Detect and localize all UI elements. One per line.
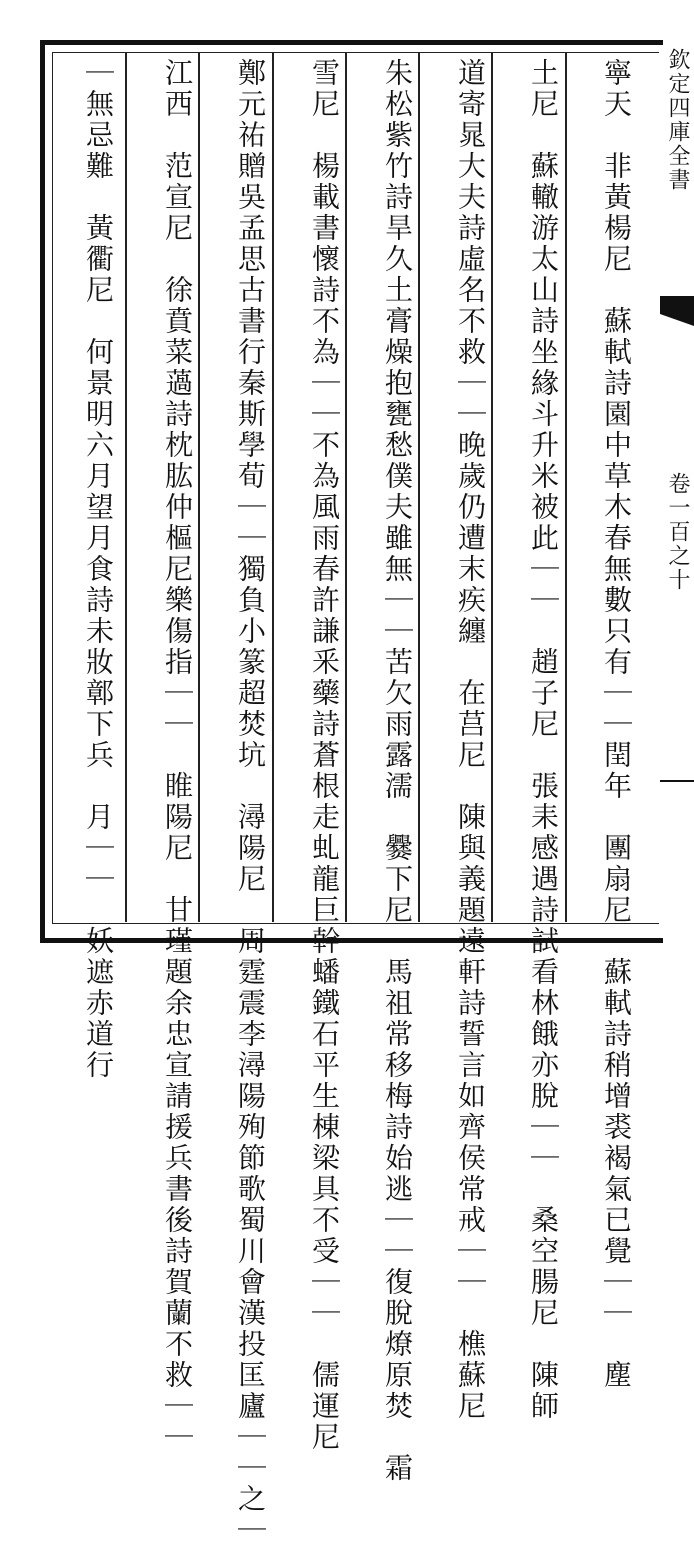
text-column-1: 寧天 非黃楊尼 蘇軾詩園中草木春無數只有｜｜閏年 團扇尼 蘇軾詩稍增裘褐氣已覺｜｜ 塵: [600, 58, 633, 1391]
text-column-7: 江西 范宣尼 徐賁菜薖詩枕肱仲樞尼樂傷指｜｜ 睢陽尼 甘瑾題余忠宣請援兵書後詩賀蘭不救｜｜: [161, 58, 194, 1453]
text-column-8: ｜無忌難 黃衢尼 何景明六月望月食詩未妝鄣下兵 月｜｜ 妖遮赤道行: [82, 58, 115, 1081]
book-title: 欽定四庫全書: [665, 48, 690, 192]
volume-label: 卷一百之十: [665, 472, 690, 592]
text-column-6: 鄭元祐贈吳孟思古書行秦斯學荀｜｜獨負小篆超焚坑 潯陽尼 周霆震李潯陽殉節歌蜀川會漢投匡廬｜｜之｜: [234, 58, 267, 1546]
text-column-5: 雪尼 楊載書懷詩不為｜｜不為風雨春許謙釆藥詩蒼根走虬龍巨幹蟠鐵石平生棟梁具不受｜｜ 儒運尼: [308, 58, 341, 1453]
page-margin-label: [662, 48, 692, 928]
text-column-2: 土尼 蘇轍游太山詩坐緣斗升米被此｜｜ 趙子尼 張耒感遇詩試看林餓亦脫｜｜ 桑空腸尼 陳師: [527, 58, 560, 1422]
text-column-4: 朱松紫竹詩旱久土膏燥抱甕愁僕夫雖無｜｜苦欠雨露濡 爨下尼 馬祖常移梅詩始逃｜｜復脫燎原焚 霜: [381, 58, 414, 1484]
fold-line: [660, 780, 694, 782]
text-column-3: 道寄晁大夫詩虛名不救｜｜晚歲仍遭末疾纏 在莒尼 陳與義題遠軒詩誓言如齊侯常戒｜｜ 樵蘇尼: [454, 58, 487, 1422]
